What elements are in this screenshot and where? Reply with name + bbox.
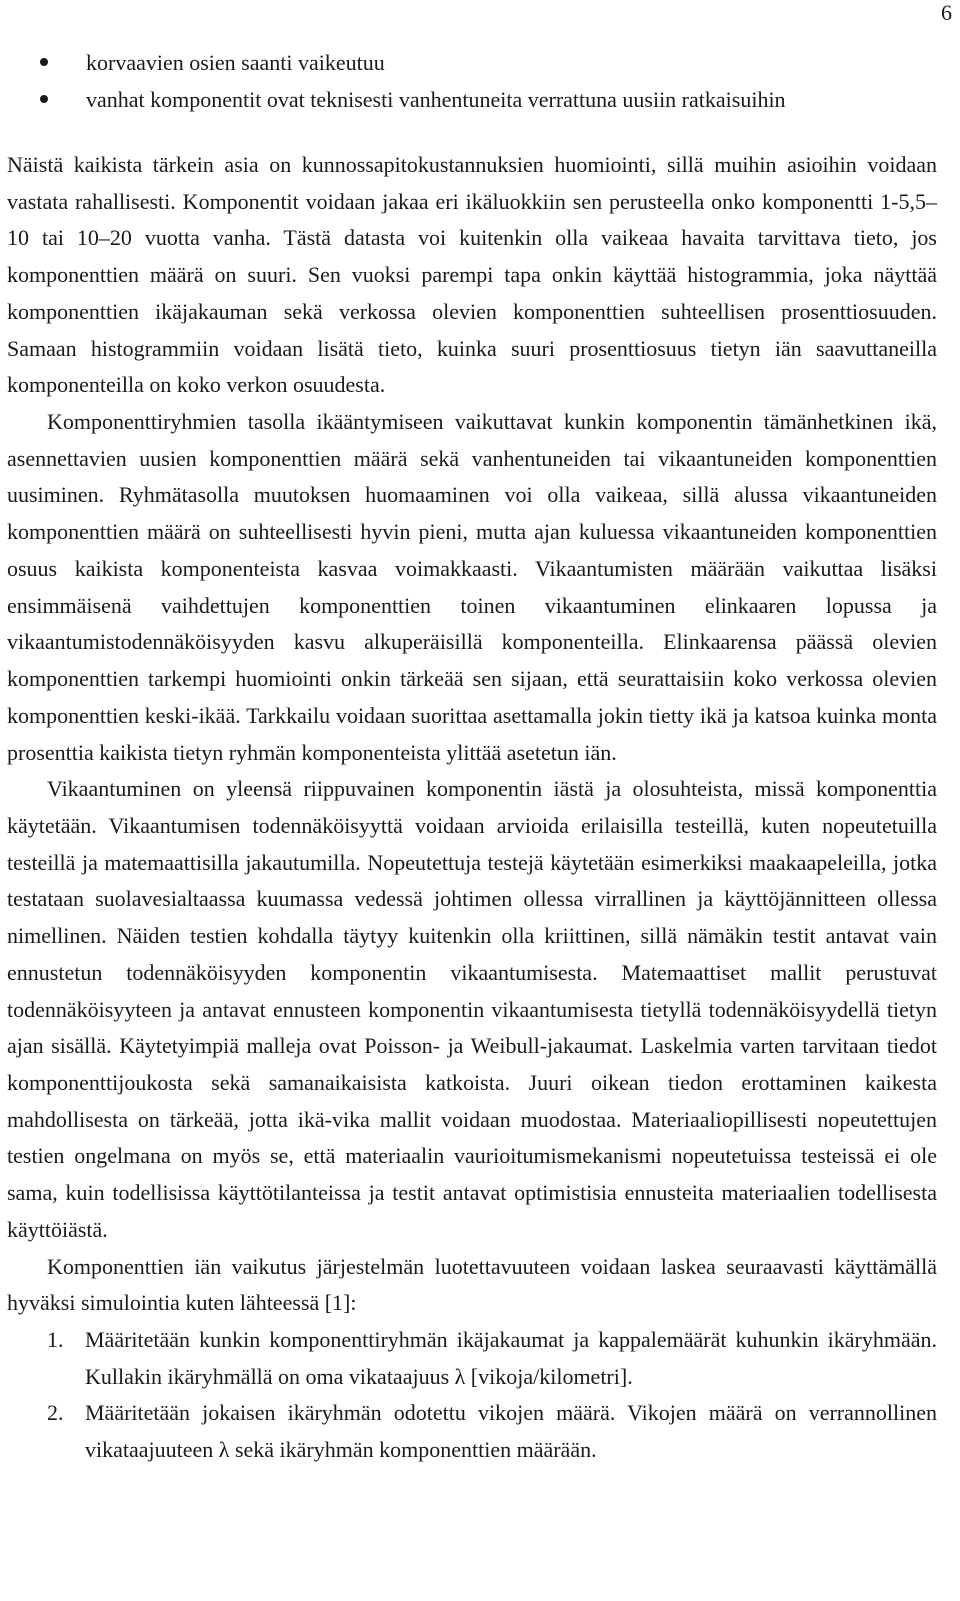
- list-number: 2.: [47, 1400, 64, 1426]
- page-number: 6: [941, 0, 952, 25]
- numbered-list-item: [7, 1322, 937, 1395]
- bullet-item: [0, 82, 960, 119]
- list-item-text: Määritetään jokaisen ikäryhmän odotettu vikojen määrä. Vikojen määrä on verrannollinen vikataajuuteen λ sekä ikäryhmän komponenttien määrään.: [85, 1400, 937, 1463]
- paragraph: Komponenttiryhmien tasolla ikääntymiseen vaikuttavat kunkin komponentin tämänhetkinen ikä, asennettavien uusien komponenttien määrä sekä vanhentuneiden tai vikaantuneiden komponenttien uusiminen. Ryhmätasolla muutoksen huomaaminen voi olla vaikeaa, sillä alussa vikaantuneiden komponenttien määrä on suhteellisesti hyvin pieni, mutta ajan kuluessa vikaantuneiden komponenttien osuus kaikista komponenteista kasvaa voimakkaasti. Vikaantumisten määrään vaikuttaa lisäksi ensimmäisenä vaihdettujen komponenttien toinen vikaantuminen elinkaaren lopussa ja vikaantumistodennäköisyyden kasvu alkuperäisillä komponenteilla. Elinkaarensa päässä olevien komponenttien tarkempi huomiointi onkin tärkeää sen sijaan, että seurattaisiin koko verkossa olevien komponenttien keski-ikää. Tarkkailu voidaan suorittaa asettamalla jokin tietty ikä ja katsoa kuinka monta prosenttia kaikista tietyn ryhmän komponenteista ylittää asetetun iän.: [7, 409, 937, 765]
- numbered-list-item: [7, 1395, 937, 1468]
- bullet-dot-icon: [40, 95, 48, 103]
- bullet-text: korvaavien osien saanti vaikeutuu: [86, 50, 385, 75]
- paragraph: Komponenttien iän vaikutus järjestelmän luotettavuuteen voidaan laskea seuraavasti käyttämällä hyväksi simulointia kuten lähteessä [1]:: [7, 1253, 937, 1316]
- paragraph: Näistä kaikista tärkein asia on kunnossapitokustannuksien huomiointi, sillä muihin asioihin voidaan vastata rahallisesti. Komponentit voidaan jakaa eri ikäluokkiin sen perusteella onko komponentti 1-5,5–10 tai 10–20 vuotta vanha. Tästä datasta voi kuitenkin olla vaikeaa havaita tarvittava tieto, jos komponenttien määrä on suuri. Sen vuoksi parempi tapa onkin käyttää histogrammia, joka näyttää komponenttien ikäjakauman sekä verkossa olevien komponenttien suhteellisen prosenttiosuuden. Samaan histogrammiin voidaan lisätä tieto, kuinka suuri prosenttiosuus tietyn iän saavuttaneilla komponenteilla on koko verkon osuudesta.: [7, 152, 937, 398]
- list-number: 1.: [47, 1327, 64, 1352]
- bullet-list: [0, 45, 960, 118]
- body-text: [7, 147, 937, 1469]
- bullet-dot-icon: [40, 58, 48, 66]
- list-item-text: Määritetään kunkin komponenttiryhmän ikäjakaumat ja kappalemäärät kuhunkin ikäryhmään. Kullakin ikäryhmällä on oma vikataajuus λ [vikoja/kilometri].: [85, 1327, 937, 1389]
- bullet-text: vanhat komponentit ovat teknisesti vanhentuneita verrattuna uusiin ratkaisuihin: [86, 86, 786, 112]
- bullet-item: [0, 45, 960, 82]
- paragraph: Vikaantuminen on yleensä riippuvainen komponentin iästä ja olosuhteista, missä komponenttia käytetään. Vikaantumisen todennäköisyyttä voidaan arvioida erilaisilla testeillä, kuten nopeutetuilla testeillä ja matemaattisilla jakautumilla. Nopeutettuja testejä käytetään esimerkiksi maakaapeleilla, jotka testataan suolavesialtaassa kuumassa vedessä johtimen ollessa virrallinen ja käyttöjännitteen ollessa nimellinen. Näiden testien kohdalla täytyy kuitenkin olla kriittinen, sillä nämäkin testit antavat vain ennustetun todennäköisyyden komponentin vikaantumisesta. Matemaattiset mallit perustuvat todennäköisyyteen ja antavat ennusteen komponentin vikaantumisesta tietyllä todennäköisyydellä tietyn ajan sisällä. Käytetyimpiä malleja ovat Poisson- ja Weibull-jakaumat. Laskelmia varten tarvitaan tiedot komponenttijoukosta sekä samanaikaisista katkoista. Juuri oikean tiedon erottaminen kaikesta mahdollisesta on tärkeää, jotta ikä-vika mallit voidaan muodostaa. Materiaaliopillisesti nopeutettujen testien ongelmana on myös se, että materiaalin vaurioitumismekanismi nopeutetuissa testeissä ei ole sama, kuin todellisissa käyttötilanteissa ja testit antavat optimistisia ennusteita materiaalien todellisesta käyttöiästä.: [7, 776, 937, 1242]
- numbered-list: [7, 1322, 937, 1469]
